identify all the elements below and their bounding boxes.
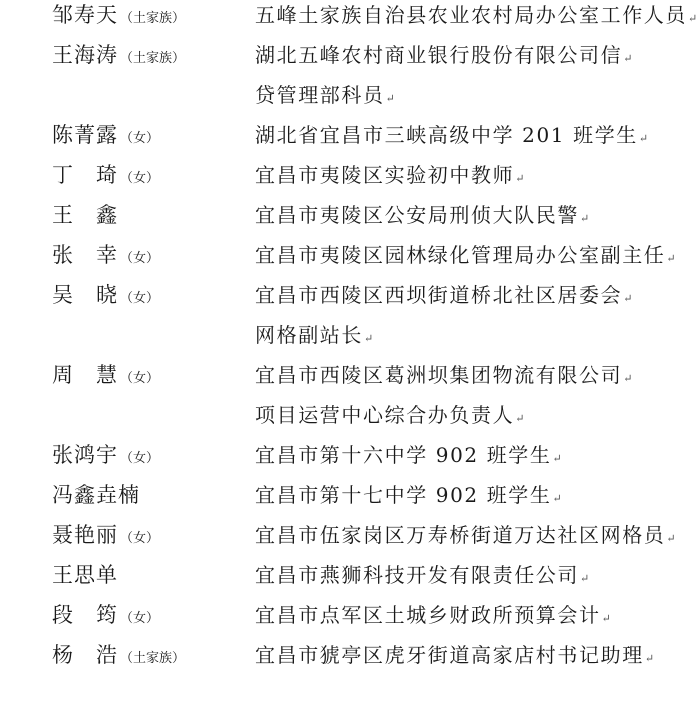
person-name [52, 35, 185, 75]
description-text: 湖北五峰农村商业银行股份有限公司信 [255, 43, 623, 67]
person-description [255, 515, 685, 555]
paragraph-mark-icon: ↵ [552, 452, 562, 465]
description-text: 宜昌市夷陵区园林绿化管理局办公室副主任 [255, 243, 666, 267]
person-description [255, 435, 685, 475]
person-name-text: 段 筠 [52, 603, 118, 627]
person-description [255, 475, 685, 515]
person-tag: （女） [120, 251, 160, 266]
person-name [52, 195, 118, 235]
description-text: 宜昌市第十七中学 902 班学生 [255, 483, 552, 507]
paragraph-mark-icon: ↵ [364, 332, 374, 345]
person-name [52, 235, 159, 275]
list-item [0, 355, 700, 435]
description-text: 项目运营中心综合办负责人 [255, 403, 515, 427]
person-name-text: 王思单 [52, 563, 118, 587]
paragraph-mark-icon: ↵ [623, 372, 633, 385]
description-line [255, 275, 685, 315]
description-line [255, 595, 685, 635]
person-name-text: 王 鑫 [52, 203, 118, 227]
person-description [255, 555, 685, 595]
person-description [255, 355, 685, 435]
person-description [255, 635, 685, 675]
person-name [52, 435, 159, 475]
description-line [255, 235, 685, 275]
description-line [255, 75, 685, 115]
description-text: 宜昌市点军区土城乡财政所预算会计 [255, 603, 601, 627]
description-line [255, 435, 685, 475]
paragraph-mark-icon: ↵ [623, 52, 633, 65]
person-name-text: 冯鑫垚楠 [52, 483, 140, 507]
paragraph-mark-icon: ↵ [552, 492, 562, 505]
paragraph-mark-icon: ↵ [515, 412, 525, 425]
person-tag: （女） [120, 291, 160, 306]
description-line [255, 155, 685, 195]
description-line [255, 35, 685, 75]
description-line [255, 395, 685, 435]
person-name-text: 王海涛 [52, 43, 118, 67]
description-text: 湖北省宜昌市三峡高级中学 201 班学生 [255, 123, 638, 147]
person-description [255, 595, 685, 635]
list-item [0, 515, 700, 555]
person-description [255, 155, 685, 195]
person-name [52, 595, 159, 635]
list-item [0, 635, 700, 675]
person-tag: （女） [120, 531, 160, 546]
paragraph-mark-icon: ↵ [601, 612, 611, 625]
description-text: 宜昌市伍家岗区万寿桥街道万达社区网格员 [255, 523, 666, 547]
description-text: 宜昌市夷陵区公安局刑侦大队民警 [255, 203, 579, 227]
person-name [52, 155, 159, 195]
description-text: 宜昌市夷陵区实验初中教师 [255, 163, 515, 187]
description-text: 五峰土家族自治县农业农村局办公室工作人员 [255, 3, 687, 27]
person-tag: （女） [120, 451, 160, 466]
list-item [0, 595, 700, 635]
paragraph-mark-icon: ↵ [644, 652, 655, 665]
list-item [0, 275, 700, 355]
description-line [255, 195, 685, 235]
description-line [255, 635, 685, 675]
person-name-text: 陈菁露 [52, 123, 118, 147]
paragraph-mark-icon: ↵ [385, 92, 395, 105]
person-name [52, 635, 185, 675]
person-tag: （土家族） [120, 51, 186, 66]
list-item [0, 115, 700, 155]
paragraph-mark-icon: ↵ [638, 132, 649, 145]
list-item [0, 235, 700, 275]
person-name [52, 275, 159, 315]
person-name [52, 555, 118, 595]
person-description [255, 35, 685, 115]
person-description [255, 0, 698, 35]
person-tag: （土家族） [120, 651, 186, 666]
person-description [255, 275, 685, 355]
paragraph-mark-icon: ↵ [580, 212, 590, 225]
description-text: 宜昌市猇亭区虎牙街道高家店村书记助理 [255, 643, 644, 667]
person-tag: （女） [120, 611, 160, 626]
description-text: 贷管理部科员 [255, 83, 385, 107]
person-name [52, 515, 159, 555]
description-text: 宜昌市燕狮科技开发有限责任公司 [255, 563, 579, 587]
paragraph-mark-icon: ↵ [688, 12, 698, 25]
person-name [52, 475, 140, 515]
paragraph-mark-icon: ↵ [515, 172, 525, 185]
person-description [255, 235, 685, 275]
person-name-text: 杨 浩 [52, 643, 118, 667]
person-name [52, 355, 159, 395]
description-text: 宜昌市西陵区西坝街道桥北社区居委会 [255, 283, 623, 307]
person-name-text: 丁 琦 [52, 163, 118, 187]
person-tag: （女） [120, 371, 160, 386]
person-name-text: 吴 晓 [52, 283, 118, 307]
list-item [0, 475, 700, 515]
person-name-text: 周 慧 [52, 363, 118, 387]
description-text: 宜昌市西陵区葛洲坝集团物流有限公司 [255, 363, 623, 387]
list-item [0, 555, 700, 595]
person-name-text: 张鸿宇 [52, 443, 118, 467]
description-text: 网格副站长 [255, 323, 363, 347]
list-item [0, 435, 700, 475]
person-tag: （女） [120, 131, 160, 146]
person-name-text: 邹寿天 [52, 3, 118, 27]
description-line [255, 115, 685, 155]
person-tag: （土家族） [120, 11, 186, 26]
person-name [52, 0, 185, 35]
list-item [0, 195, 700, 235]
description-line [255, 315, 685, 355]
list-item [0, 155, 700, 195]
paragraph-mark-icon: ↵ [666, 532, 676, 545]
person-name [52, 115, 159, 155]
description-line [255, 555, 685, 595]
description-line [255, 355, 685, 395]
description-text: 宜昌市第十六中学 902 班学生 [255, 443, 552, 467]
person-name-text: 张 幸 [52, 243, 118, 267]
paragraph-mark-icon: ↵ [666, 252, 676, 265]
paragraph-mark-icon: ↵ [580, 572, 590, 585]
person-tag: （女） [120, 171, 160, 186]
paragraph-mark-icon: ↵ [623, 292, 633, 305]
description-line [255, 515, 685, 555]
person-description [255, 115, 685, 155]
list-item [0, 0, 700, 35]
description-line [255, 475, 685, 515]
description-line [255, 0, 698, 35]
list-item [0, 35, 700, 115]
person-name-text: 聂艳丽 [52, 523, 118, 547]
person-description [255, 195, 685, 235]
